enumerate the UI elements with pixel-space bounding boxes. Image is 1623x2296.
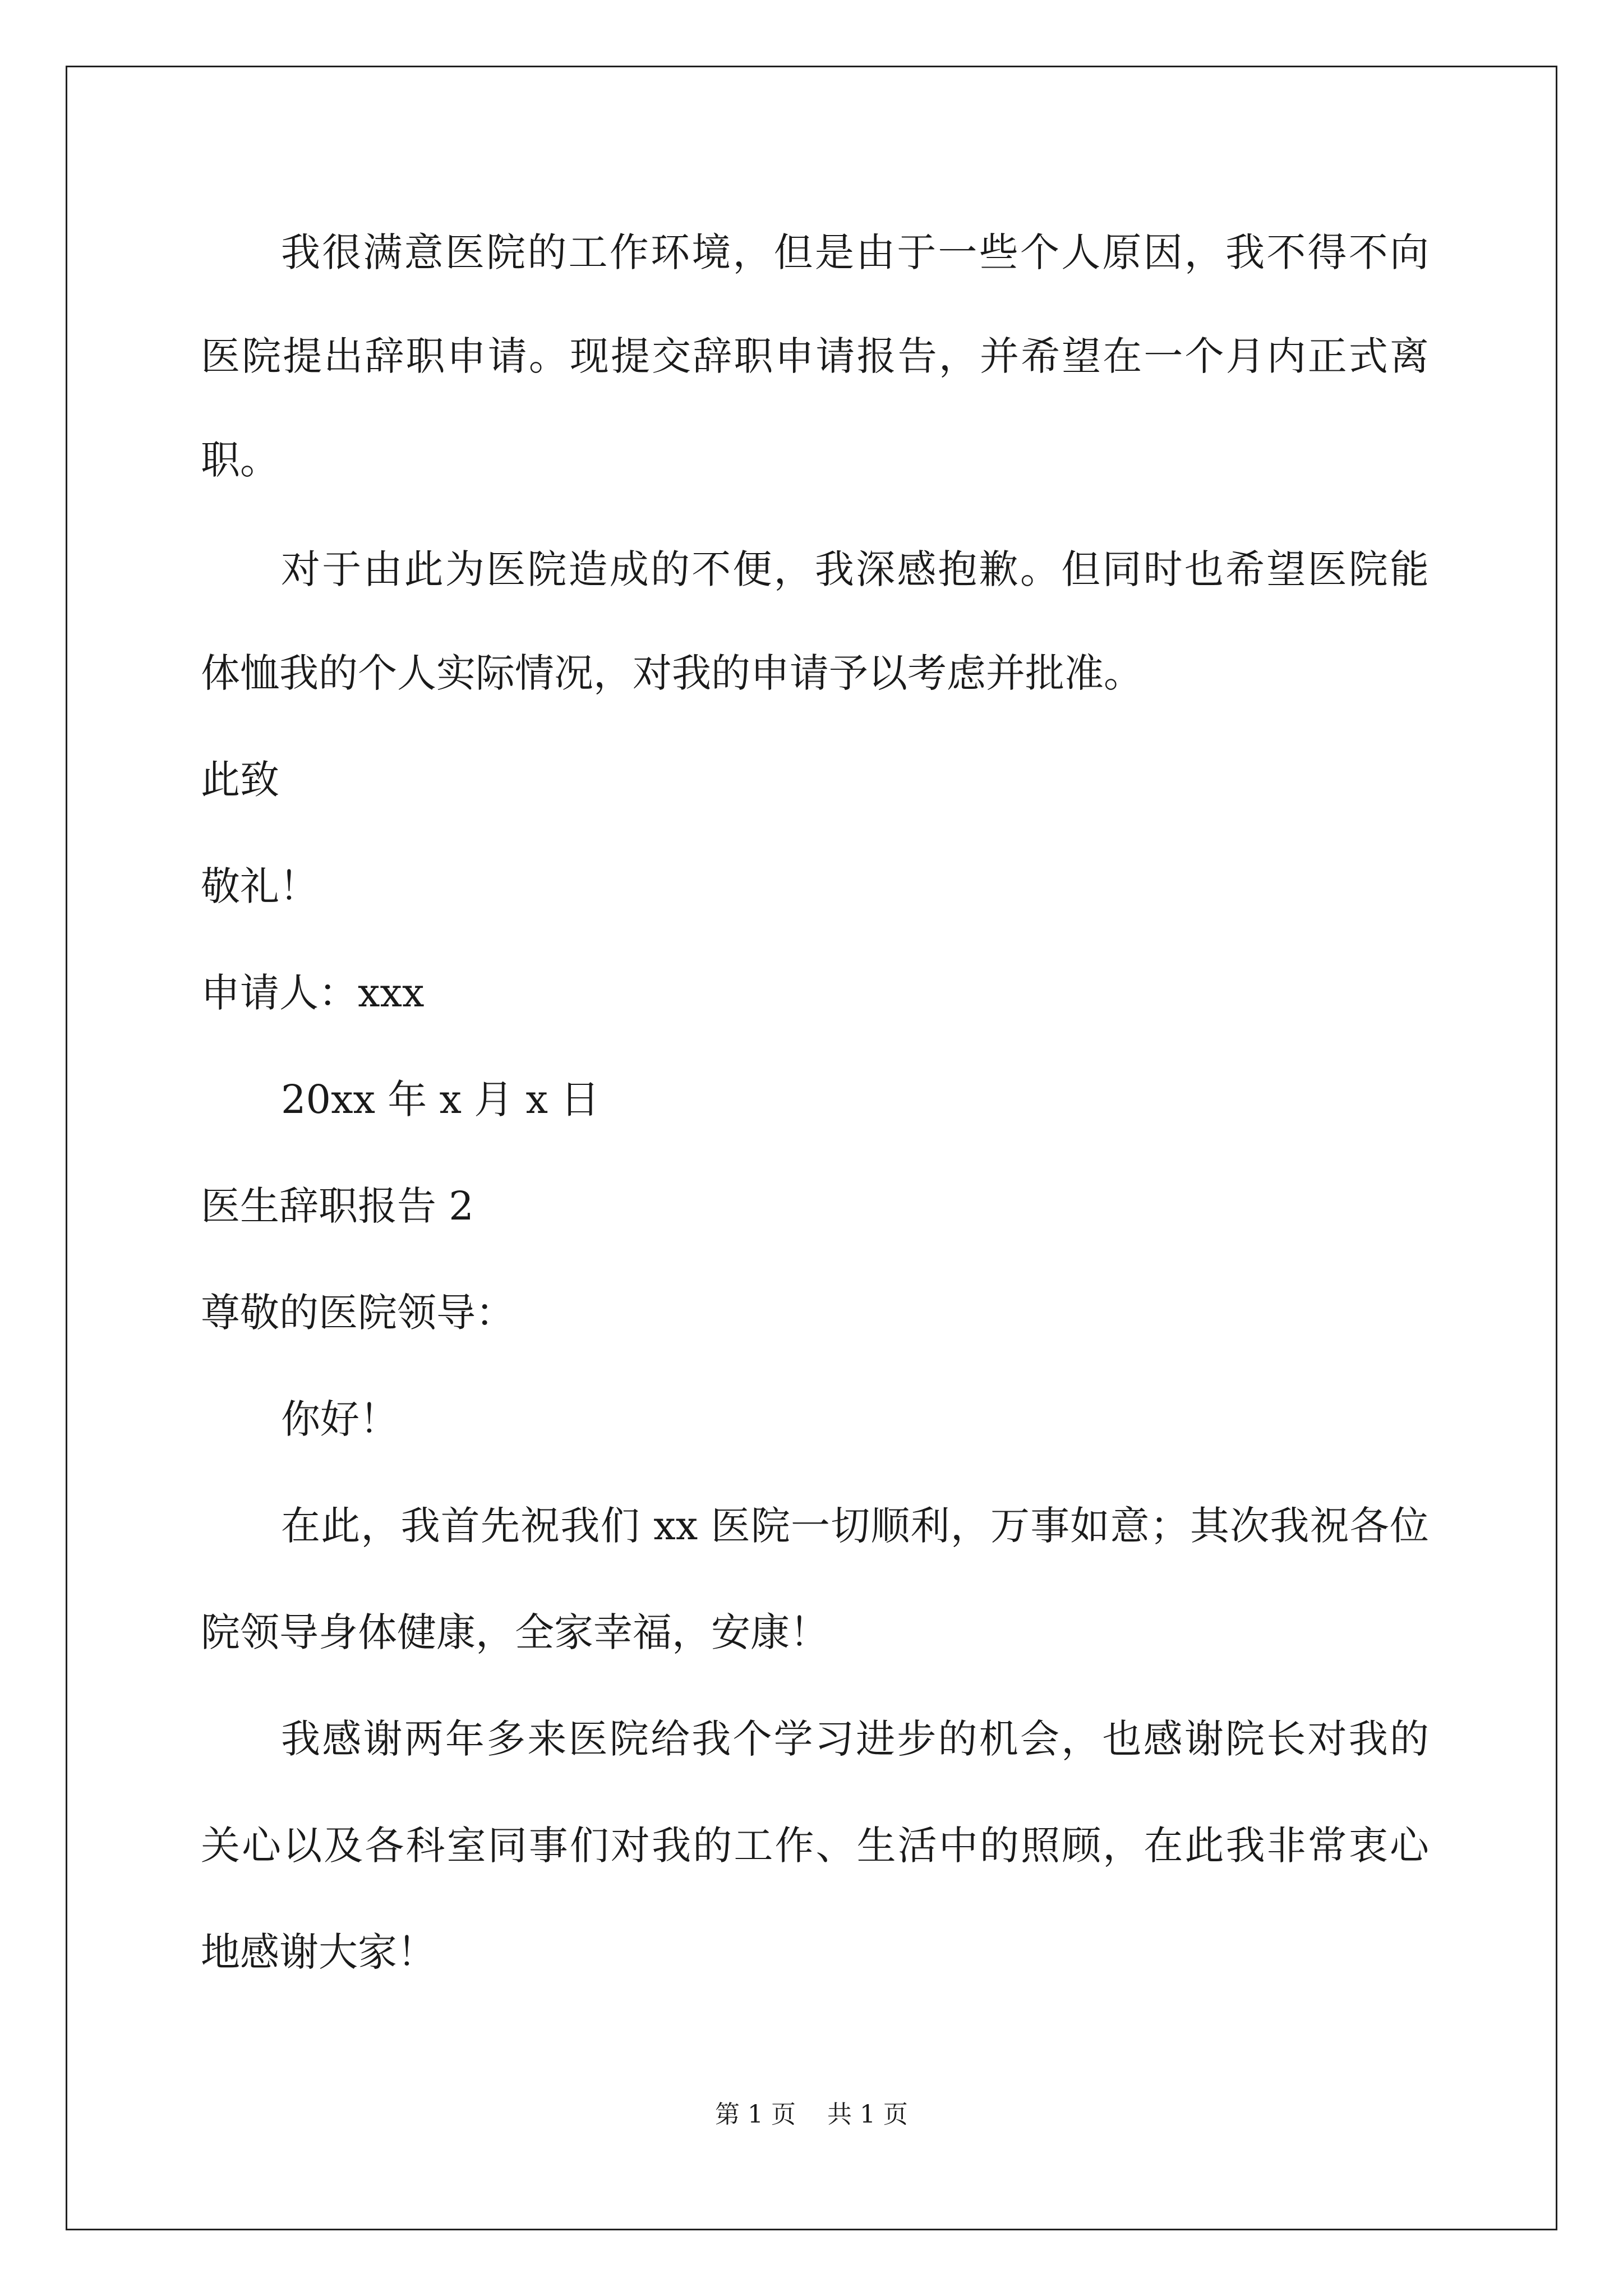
paragraph-4-line-1: 我感谢两年多来医院给我个学习进步的机会，也感谢院长对我的 xyxy=(281,1716,1429,1762)
applicant-line: 申请人：xxx xyxy=(201,970,425,1016)
date-line: 20xx 年 x 月 x 日 xyxy=(281,1076,600,1122)
paragraph-1-line-2: 医院提出辞职申请。现提交辞职申请报告，并希望在一个月内正式离 xyxy=(201,333,1429,379)
paragraph-3-line-1: 在此，我首先祝我们 xx 医院一切顺利，万事如意；其次我祝各位 xyxy=(281,1503,1429,1549)
paragraph-2-line-2: 体恤我的个人实际情况，对我的申请予以考虑并批准。 xyxy=(201,650,1143,696)
closing-line: 此致 xyxy=(201,757,279,803)
salute-line: 敬礼！ xyxy=(201,863,319,909)
paragraph-4-line-2: 关心以及各科室同事们对我的工作、生活中的照顾，在此我非常衷心 xyxy=(201,1823,1429,1869)
paragraph-1-line-3: 职。 xyxy=(201,437,279,483)
paragraph-3-line-2: 院领导身体健康，全家幸福，安康！ xyxy=(201,1609,829,1655)
greeting-line: 尊敬的医院领导： xyxy=(201,1290,515,1336)
paragraph-2-line-1: 对于由此为医院造成的不便，我深感抱歉。但同时也希望医院能 xyxy=(281,546,1429,592)
paragraph-4-line-3: 地感谢大家！ xyxy=(201,1929,436,1975)
page-footer: 第 1 页 共 1 页 xyxy=(715,2100,908,2129)
page-border xyxy=(66,66,1557,2230)
paragraph-1-line-1: 我很满意医院的工作环境，但是由于一些个人原因，我不得不向 xyxy=(281,229,1429,275)
section-title: 医生辞职报告 2 xyxy=(201,1183,474,1229)
hello-line: 你好！ xyxy=(281,1396,399,1442)
